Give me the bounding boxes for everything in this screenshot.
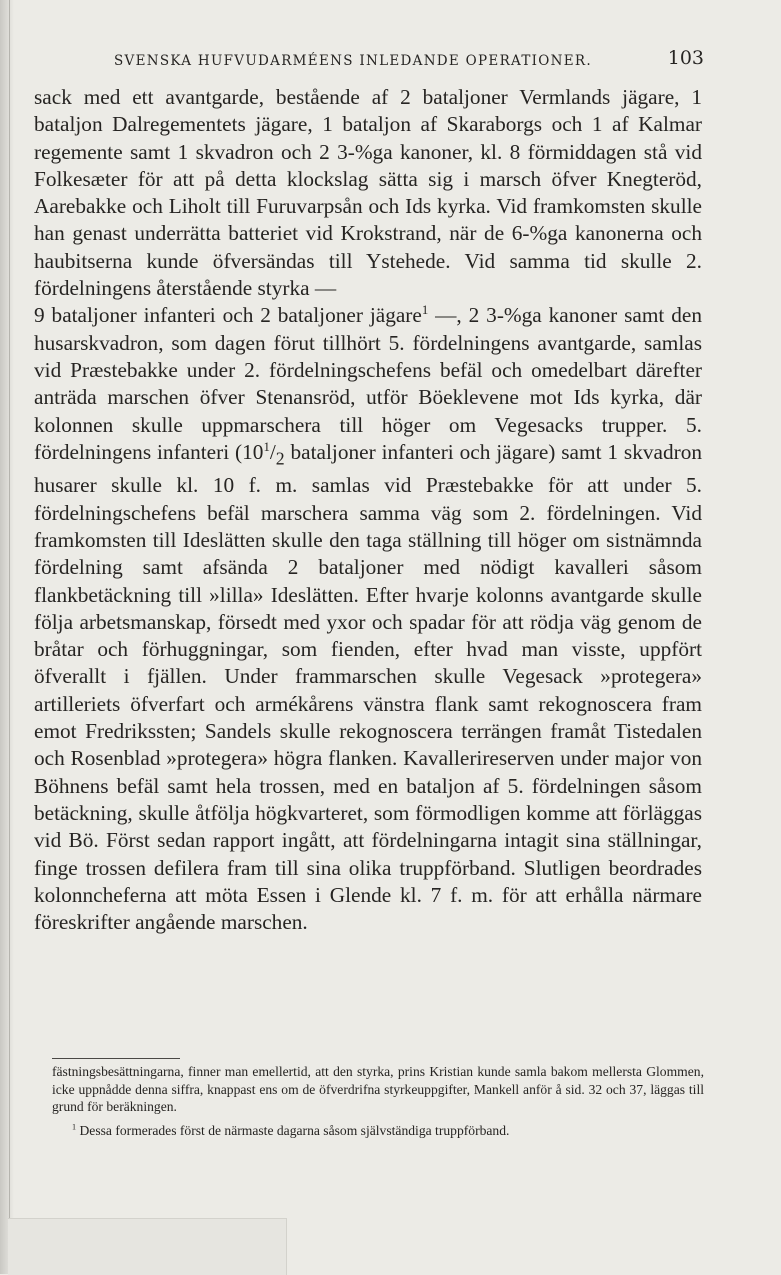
footnote-1-text: Dessa formerades först de närmaste dagarna såsom självständiga truppförband. bbox=[76, 1122, 510, 1138]
book-page bbox=[30, 0, 720, 1274]
running-head bbox=[114, 47, 704, 73]
main-text bbox=[34, 84, 702, 936]
footnotes bbox=[52, 1063, 704, 1139]
paragraph-2 bbox=[34, 302, 702, 936]
paragraph-2-part-c: bataljoner infanteri och jägare) samt 1 skvadron husarer skulle kl. 10 f. m. samlas vid Præstebakke för att under 5. fördelningschefens befäl marschera samma väg som 2. fördelningen. Vid framkomsten till Ideslätten skulle den taga ställning till höger om sistnämnda fördelning samt afsända 2 bataljoner med nödigt kavalleri såsom flankbetäckning till »lilla» Ideslätten. Efter hvarje kolonns avantgarde skulle följa arbetsmanskap, försedt med yxor och spadar för att rödja väg genom de bråtar och förhuggningar, som fienden, efter hvad man visste, uppfört öfverallt i fjällen. Under frammarschen skulle Vegesack »protegera» artilleriets öfverfart och armékårens vänstra flank samt rekognoscera fram emot Fredrikssten; Sandels skulle rekognoscera terrängen framåt Tistedalen och Rosenblad »protegera» högra flanken. Kavallerireserven under major von Böhnens befäl samt hela trossen, med en bataljon af 5. fördelningen såsom betäckning, skulle åtfölja högkvarteret, som förmodligen komme att förläggas vid Bö. Först sedan rapport ingått, att fördelningarna intagit sina ställningar, finge trossen defilera fram till sina olika truppförband. Slutligen beordrades kolonncheferna att möta Essen i Glende kl. 7 f. m. för att erhålla närmare föreskrifter angående marschen. bbox=[34, 439, 703, 935]
paragraph-2-part-a: 9 bataljoner infanteri och 2 bataljoner jägare bbox=[34, 303, 422, 328]
fraction-numerator: 1 bbox=[263, 439, 270, 454]
paragraph-2-part-b: —, 2 3-%ga kanoner samt den husarskvadron, som dagen förut tillhört 5. fördelningens avantgarde, samlas vid Præstebakke under 2. fördelningschefens befäl och omedelbart därefter anträda marschen öfver Stenansröd, utför Böeklevene mot Ids kyrka, där kolonnen skulle uppmarschera till höger om Vegesacks trupper. 5. fördelningens infanteri (10 bbox=[34, 303, 702, 464]
page-gutter-line bbox=[9, 0, 10, 1274]
footnote-reference: 1 bbox=[421, 303, 429, 318]
footnote-1-mark: 1 bbox=[72, 1122, 77, 1132]
paragraph-1: sack med ett avantgarde, bestående af 2 bataljoner Vermlands jägare, 1 bataljon Dalregementets jägare, 1 bataljon af Skaraborgs och 1 af Kalmar regemente samt 1 skvadron och 2 3-%ga kanoner, kl. 8 förmiddagen stå vid Folkesæter för att på detta klockslag sätta sig i marsch öfver Knegteröd, Aarebakke och Liholt till Furuvarpsån och Ids kyrka. Vid framkomsten skulle han genast underrätta batteriet vid Krokstrand, när de 6-%ga kanonerna och haubitserna kunde öfversändas till Ystehede. Vid samma tid skulle 2. fördelningens återstående styrka — bbox=[34, 85, 702, 301]
footnote-continued: fästningsbesättningarna, finner man emellertid, att den styrka, prins Kristian kunde samla bakom mellersta Glommen, icke uppnådde denna siffra, knappast ens om de öfverdrifna styrkeuppgifter, Mankell anför å sid. 32 och 37, läggas till grund för beräkningen. bbox=[52, 1064, 704, 1115]
book-spine-edge bbox=[0, 0, 14, 1274]
footnote-1 bbox=[52, 1122, 704, 1140]
fraction-separator: / bbox=[269, 439, 276, 464]
scan-shadow bbox=[8, 1218, 287, 1275]
footnote-separator bbox=[52, 1058, 180, 1059]
fraction-denominator: 2 bbox=[275, 448, 285, 469]
page-number: 103 bbox=[667, 47, 704, 69]
running-title: SVENSKA HUFVUDARMÉENS INLEDANDE OPERATIONER. bbox=[114, 53, 592, 69]
